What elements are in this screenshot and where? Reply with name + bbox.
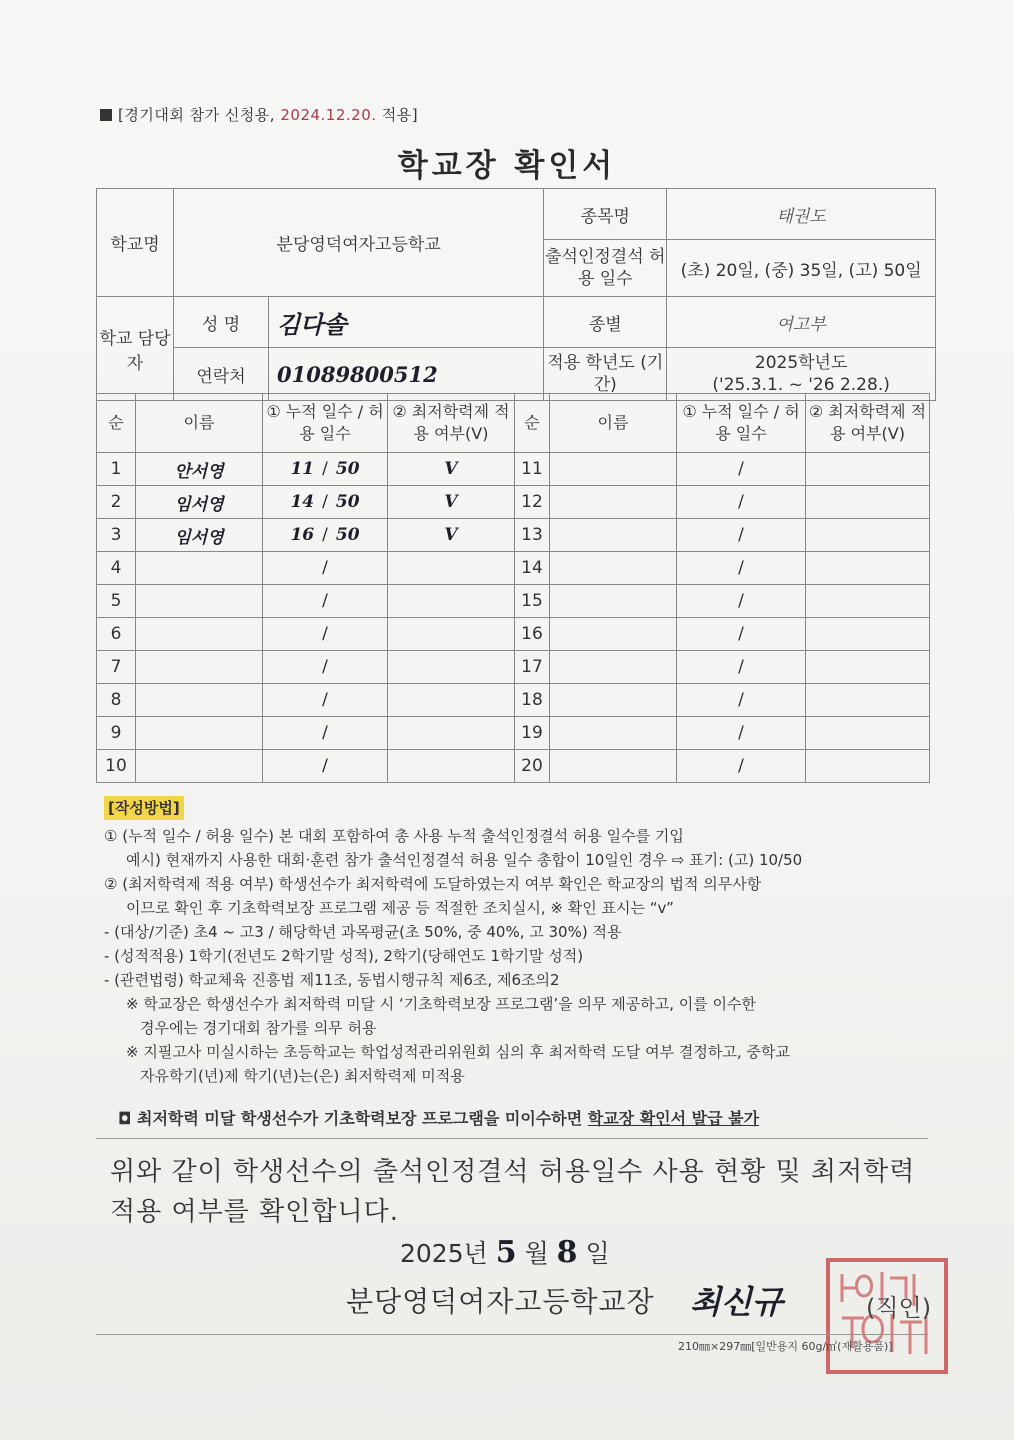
row-name xyxy=(136,684,263,717)
row-name xyxy=(136,585,263,618)
row-no: 8 xyxy=(97,684,136,717)
row-check xyxy=(806,684,930,717)
absence-value: (초) 20일, (중) 35일, (고) 50일 xyxy=(667,240,936,297)
confirmation-text: 위와 같이 학생선수의 출석인정결석 허용일수 사용 현황 및 최저학력 적용 여부를 확인합니다. xyxy=(110,1157,916,1227)
row-days: 11 / 50 xyxy=(263,453,388,486)
row-no: 11 xyxy=(515,453,550,486)
instruction-item: ① (누적 일수 / 허용 일수) 본 대회 포함하여 총 사용 누적 출석인정결석 허용 일수를 기입 xyxy=(104,827,684,845)
row-no: 15 xyxy=(515,585,550,618)
seal-label: (직인) xyxy=(866,1294,932,1322)
row-no: 2 xyxy=(97,486,136,519)
col-name: 이름 xyxy=(550,394,677,453)
row-days: / xyxy=(263,684,388,717)
row-check xyxy=(806,552,930,585)
row-check xyxy=(388,717,515,750)
athlete-list-table xyxy=(96,393,930,783)
row-check xyxy=(388,552,515,585)
row-no: 19 xyxy=(515,717,550,750)
row-name: 임서영 xyxy=(136,519,263,552)
row-check xyxy=(806,750,930,783)
row-no: 12 xyxy=(515,486,550,519)
row-name xyxy=(550,618,677,651)
col-no: 순 xyxy=(515,394,550,453)
row-check xyxy=(806,618,930,651)
year-period: ('25.3.1. ~ '26 2.28.) xyxy=(712,375,890,395)
row-name xyxy=(136,552,263,585)
row-no: 4 xyxy=(97,552,136,585)
col-minimum: ② 최저학력제 적용 여부(V) xyxy=(388,394,515,453)
row-no: 5 xyxy=(97,585,136,618)
row-no: 14 xyxy=(515,552,550,585)
row-check: V xyxy=(388,453,515,486)
table-row xyxy=(97,453,930,486)
col-name: 이름 xyxy=(136,394,263,453)
row-days: / xyxy=(263,618,388,651)
row-days: / xyxy=(677,750,806,783)
year-value: 2025학년도 xyxy=(754,353,848,373)
category-value: 여고부 xyxy=(667,297,936,348)
col-days: ① 누적 일수 / 허용 일수 xyxy=(263,394,388,453)
principal-title: 분당영덕여자고등학교장 xyxy=(346,1285,655,1318)
col-no: 순 xyxy=(97,394,136,453)
table-row xyxy=(97,552,930,585)
row-name xyxy=(550,453,677,486)
row-no: 1 xyxy=(97,453,136,486)
issue-date: 2025년 5 월 8 일 xyxy=(400,1235,610,1270)
row-check xyxy=(806,453,930,486)
row-check: V xyxy=(388,519,515,552)
row-no: 7 xyxy=(97,651,136,684)
row-no: 17 xyxy=(515,651,550,684)
row-no: 6 xyxy=(97,618,136,651)
row-check xyxy=(388,618,515,651)
table-row xyxy=(97,585,930,618)
row-name xyxy=(136,618,263,651)
table-row xyxy=(97,618,930,651)
row-no: 3 xyxy=(97,519,136,552)
row-days: / xyxy=(263,717,388,750)
absence-label: 출석인정결석 허용 일수 xyxy=(544,240,667,297)
row-days: / xyxy=(263,651,388,684)
table-row xyxy=(97,519,930,552)
row-name: 안서영 xyxy=(136,453,263,486)
row-check xyxy=(806,585,930,618)
instruction-item: 예시) 현재까지 사용한 대회·훈련 참가 출석인정결석 허용 일수 총합이 10일인 경우 ⇨ 표기: (고) 10/50 xyxy=(126,851,803,869)
row-no: 13 xyxy=(515,519,550,552)
row-check xyxy=(806,651,930,684)
row-name xyxy=(136,717,263,750)
instruction-item: ※ 지필고사 미실시하는 초등학교는 학업성적관리위원회 심의 후 최저학력 도달 여부 결정하고, 중학교 xyxy=(126,1043,790,1061)
row-check xyxy=(388,684,515,717)
row-days: 16 / 50 xyxy=(263,519,388,552)
row-no: 10 xyxy=(97,750,136,783)
instruction-item: - (관련법령) 학교체육 진흥법 제11조, 동법시행규칙 제6조, 제6조의2 xyxy=(104,971,560,989)
instruction-item: 경우에는 경기대회 참가를 의무 허용 xyxy=(140,1019,377,1037)
row-name: 임서영 xyxy=(136,486,263,519)
row-name xyxy=(136,651,263,684)
instructions-heading: [작성방법] xyxy=(104,796,184,820)
table-row xyxy=(97,750,930,783)
row-name xyxy=(550,717,677,750)
instruction-item: 이므로 확인 후 기초학력보장 프로그램 제공 등 적절한 조치실시, ※ 확인 표시는 “v” xyxy=(126,899,674,917)
row-check xyxy=(388,651,515,684)
instruction-item: - (성적적용) 1학기(전년도 2학기말 성적), 2학기(당해연도 1학기말 성적) xyxy=(104,947,584,965)
row-check xyxy=(388,585,515,618)
principal-signature: 최신규 xyxy=(690,1283,783,1321)
row-days: / xyxy=(677,717,806,750)
row-no: 20 xyxy=(515,750,550,783)
table-row xyxy=(97,684,930,717)
row-check xyxy=(806,519,930,552)
divider xyxy=(96,1138,928,1139)
table-row xyxy=(97,651,930,684)
row-name xyxy=(550,486,677,519)
row-name xyxy=(550,585,677,618)
bottom-note: ◘ 최저학력 미달 학생선수가 기초학력보장 프로그램을 미이수하면 학교장 확인서 발급 불가 xyxy=(118,1109,760,1128)
col-days: ① 누적 일수 / 허용 일수 xyxy=(677,394,806,453)
page-title: 학교장 확인서 xyxy=(397,148,617,184)
contact-value: 01089800512 xyxy=(269,348,544,401)
list-body xyxy=(97,453,930,783)
category-label: 종별 xyxy=(544,297,667,348)
row-check xyxy=(806,717,930,750)
row-check xyxy=(388,750,515,783)
row-name xyxy=(550,651,677,684)
row-days: / xyxy=(677,486,806,519)
row-days: / xyxy=(677,519,806,552)
row-check: V xyxy=(388,486,515,519)
row-days: / xyxy=(677,585,806,618)
row-days: / xyxy=(677,651,806,684)
table-row xyxy=(97,717,930,750)
square-bullet-icon xyxy=(100,109,112,121)
info-table xyxy=(96,188,936,401)
row-days: 14 / 50 xyxy=(263,486,388,519)
school-label: 학교명 xyxy=(97,189,174,297)
instruction-item: 자유학기(년)제 학기(년)는(은) 최저학력제 미적용 xyxy=(140,1067,465,1085)
name-label: 성 명 xyxy=(174,297,269,348)
row-name xyxy=(550,684,677,717)
row-days: / xyxy=(677,618,806,651)
sport-label: 종목명 xyxy=(544,189,667,240)
manager-label: 학교 담당자 xyxy=(97,297,174,401)
row-days: / xyxy=(263,585,388,618)
row-no: 16 xyxy=(515,618,550,651)
row-days: / xyxy=(263,552,388,585)
row-no: 9 xyxy=(97,717,136,750)
table-row xyxy=(97,486,930,519)
row-days: / xyxy=(677,552,806,585)
row-days: / xyxy=(677,684,806,717)
row-name xyxy=(136,750,263,783)
header-note: [경기대회 참가 신청용, 2024.12.20. 적용] xyxy=(100,104,418,125)
instructions xyxy=(104,796,934,1088)
divider xyxy=(96,1334,928,1335)
row-name xyxy=(550,552,677,585)
row-name xyxy=(550,750,677,783)
school-value: 분당영덕여자고등학교 xyxy=(174,189,544,297)
paper-spec: 210㎜×297㎜[일반용지 60g/㎡(재활용품)] xyxy=(678,1340,893,1353)
row-name xyxy=(550,519,677,552)
row-check xyxy=(806,486,930,519)
year-label: 적용 학년도 (기간) xyxy=(544,348,667,401)
instruction-item: ※ 학교장은 학생선수가 최저학력 미달 시 ‘기초학력보장 프로그램’을 의무 제공하고, 이를 이수한 xyxy=(126,995,756,1013)
col-minimum: ② 최저학력제 적용 여부(V) xyxy=(806,394,930,453)
row-days: / xyxy=(677,453,806,486)
instruction-item: ② (최저학력제 적용 여부) 학생선수가 최저학력에 도달하였는지 여부 확인은 학교장의 법적 의무사항 xyxy=(104,875,762,893)
row-no: 18 xyxy=(515,684,550,717)
name-value: 김다솔 xyxy=(269,297,544,348)
instruction-item: - (대상/기준) 초4 ~ 고3 / 해당학년 과목평균(초 50%, 중 40%, 고 30%) 적용 xyxy=(104,923,622,941)
sport-value: 태권도 xyxy=(667,189,936,240)
row-days: / xyxy=(263,750,388,783)
contact-label: 연락처 xyxy=(174,348,269,401)
